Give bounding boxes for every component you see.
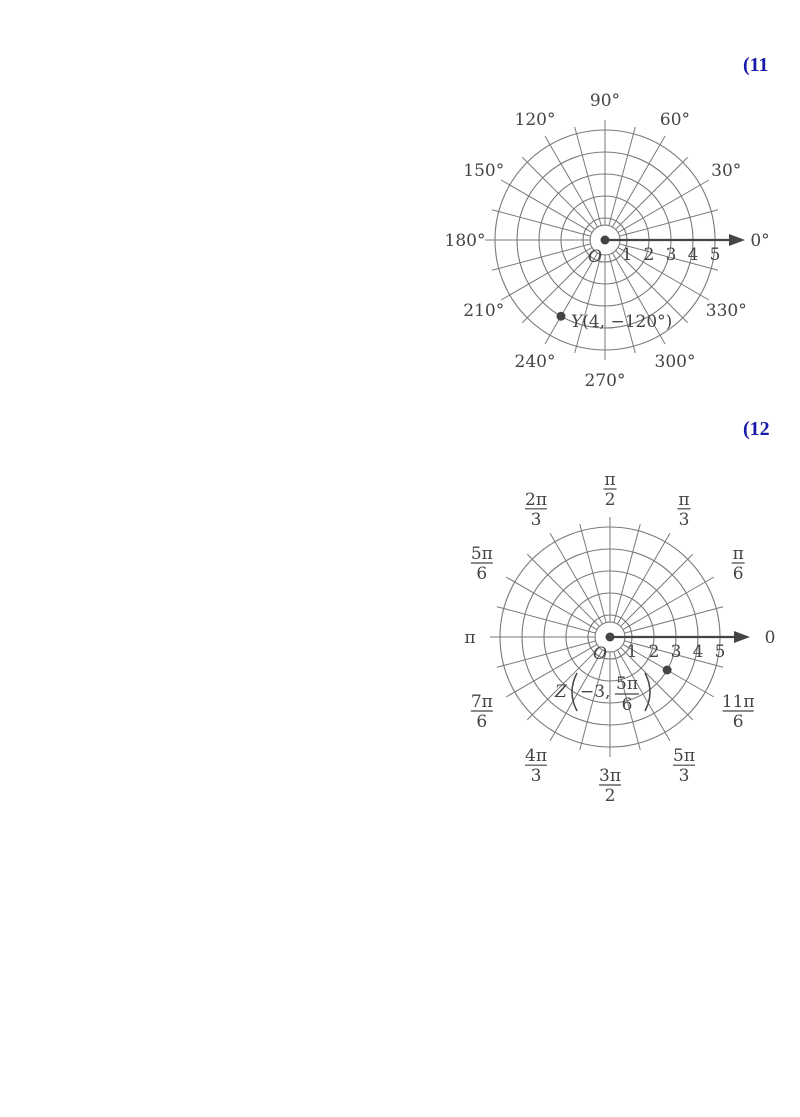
origin-label: O — [588, 247, 602, 267]
angle-label-120-den: 3 — [530, 509, 542, 530]
angle-label-60-num: π — [678, 489, 690, 510]
radial-label-5: 5 — [709, 245, 721, 265]
spoke-135 — [527, 554, 599, 626]
angle-label-90: 90° — [589, 91, 621, 111]
point-y-label — [571, 312, 672, 332]
point-z-letter: Z — [555, 682, 567, 702]
point-z-theta-den: 6 — [621, 695, 633, 715]
angle-label-270-num: 3π — [599, 766, 621, 786]
angle-label-240 — [525, 746, 547, 786]
polar-grid-radians — [420, 470, 800, 810]
problem-number-12: (12 — [743, 418, 770, 440]
grid-lines — [490, 517, 750, 757]
angle-label-60: 60° — [659, 109, 691, 130]
angle-label-180 — [464, 628, 475, 648]
angle-label-300 — [673, 746, 695, 786]
angle-label-0-text: 0 — [764, 628, 776, 648]
angle-label-300-num: 5π — [673, 746, 695, 767]
angle-label-150-num: 5π — [470, 544, 493, 564]
angle-label-210-den: 6 — [476, 712, 488, 732]
angle-label-60-den: 3 — [678, 509, 690, 530]
angle-label-330-num: 11π — [721, 692, 755, 712]
angle-label-150: 150° — [463, 161, 505, 181]
angle-label-240-den: 3 — [530, 766, 542, 787]
angle-label-90 — [604, 470, 617, 510]
spoke-45 — [616, 157, 688, 229]
radial-label-3: 3 — [665, 245, 677, 265]
angle-label-240-num: 4π — [525, 746, 547, 767]
polar-axis-arrowhead — [734, 631, 750, 643]
angle-label-210 — [471, 692, 493, 732]
angle-label-210: 210° — [463, 301, 505, 321]
pole-point — [601, 236, 610, 245]
spoke-45 — [621, 554, 693, 626]
radial-label-2: 2 — [643, 245, 655, 265]
angle-label-60 — [678, 490, 691, 530]
angle-label-330-den: 6 — [732, 712, 744, 732]
angle-label-150-den: 6 — [476, 564, 488, 584]
radial-label-5: 5 — [714, 642, 726, 662]
radial-label-4: 4 — [692, 642, 704, 662]
angle-label-30-den: 6 — [732, 564, 744, 584]
point-z-theta-num: 5π — [616, 674, 638, 694]
radial-label-1: 1 — [621, 245, 633, 265]
angle-label-30: 30° — [711, 161, 742, 181]
angle-label-90-num: π — [604, 470, 616, 490]
angle-label-240: 240° — [514, 352, 556, 373]
pole-point — [606, 633, 615, 642]
radial-label-4: 4 — [687, 245, 699, 265]
angle-label-150 — [471, 544, 493, 584]
point-y-coords: (4, −120°) — [582, 312, 673, 333]
angle-label-90-den: 2 — [604, 490, 616, 510]
angle-label-330 — [722, 692, 755, 732]
angle-label-120-num: 2π — [525, 489, 547, 510]
angle-label-120: 120° — [514, 109, 556, 130]
angle-label-0: 0° — [750, 231, 770, 251]
angle-label-180: 180° — [444, 231, 486, 251]
point-y — [557, 312, 566, 321]
problem-number-11: (11 — [743, 54, 769, 76]
radial-label-3: 3 — [670, 642, 682, 662]
angle-label-330: 330° — [705, 301, 747, 321]
radial-label-2: 2 — [648, 642, 660, 662]
angle-label-120 — [525, 490, 547, 530]
angle-label-270-den: 2 — [604, 786, 616, 806]
angle-label-210-num: 7π — [470, 692, 493, 712]
point-z-r: −3, — [580, 682, 611, 702]
angle-label-30-num: π — [732, 544, 744, 564]
angle-label-180-text: π — [464, 628, 476, 648]
angle-label-270 — [599, 766, 621, 806]
point-y-letter: Y — [571, 312, 583, 333]
angle-label-0 — [765, 628, 776, 648]
polar-axis-arrowhead — [729, 234, 745, 246]
polar-grid-degrees — [420, 85, 800, 395]
radial-label-1: 1 — [626, 642, 638, 662]
spoke-135 — [522, 157, 594, 229]
angle-label-270: 270° — [584, 371, 626, 391]
angle-label-300: 300° — [654, 352, 696, 373]
angle-label-300-den: 3 — [678, 766, 690, 787]
point-z — [663, 666, 672, 675]
origin-label: O — [593, 644, 607, 664]
angle-label-30 — [732, 544, 745, 584]
